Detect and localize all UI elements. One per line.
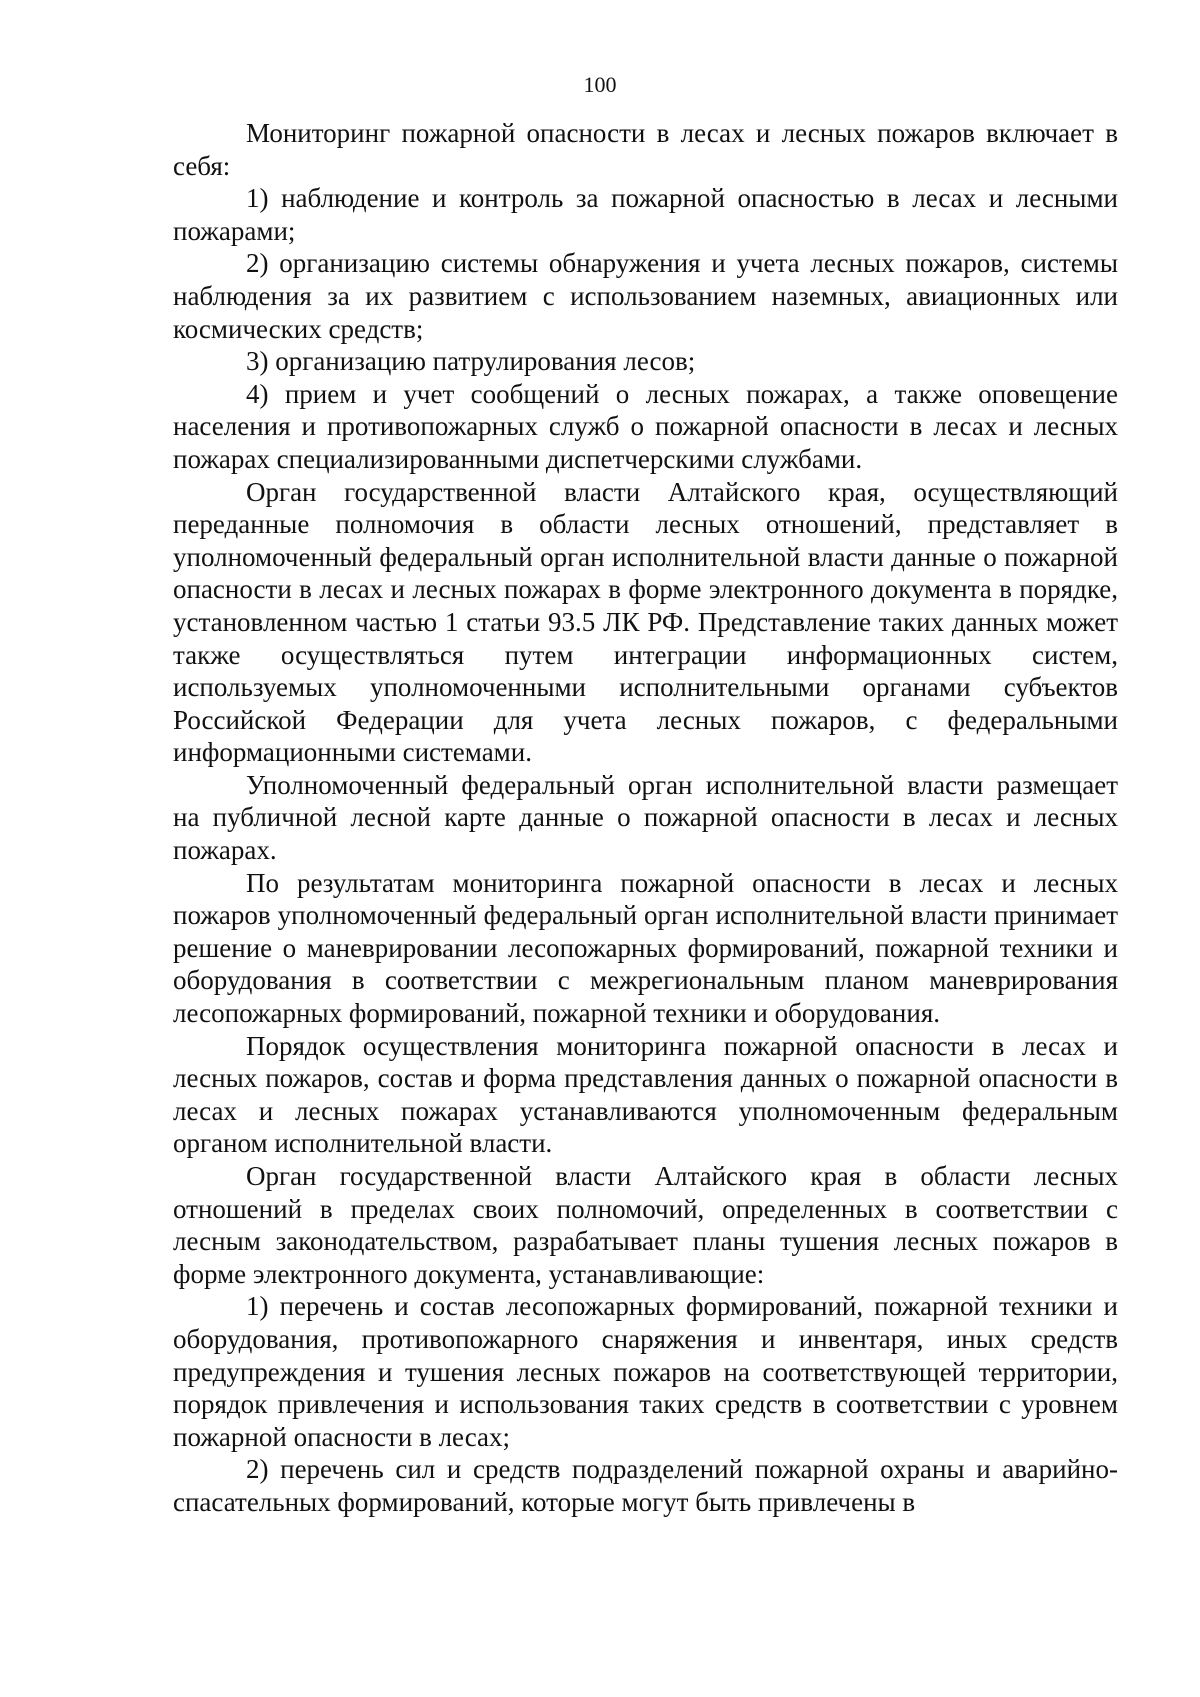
paragraph-monitoring-intro: Мониторинг пожарной опасности в лесах и лесных пожаров включает в себя:: [173, 118, 1118, 181]
list-item-4-reports: 4) прием и учет сообщений о лесных пожарах, а также оповещение населения и противопожарных служб о пожарной опасности в лесах и лесных пожарах специализированными диспетчерскими службами.: [173, 378, 1118, 474]
list-item-3-patrolling: 3) организацию патрулирования лесов;: [246, 346, 696, 377]
paragraph-monitoring-procedure: Порядок осуществления мониторинга пожарной опасности в лесах и лесных пожаров, состав и форма представления данных о пожарной опасности в лесах и лесных пожарах устанавливаются уполномоченным федеральным органом исполнительной власти.: [173, 1030, 1118, 1159]
list-item-1-formations-list: 1) перечень и состав лесопожарных формирований, пожарной техники и оборудования, противопожарного снаряжения и инвентаря, иных средств предупреждения и тушения лесных пожаров на соответствующей территории, порядок привлечения и использования таких средств в соответствии с уровнем пожарной опасности в лесах;: [173, 1291, 1118, 1452]
list-item-1-observation: 1) наблюдение и контроль за пожарной опасностью в лесах и лесными пожарами;: [173, 183, 1118, 246]
body-text: [173, 117, 1118, 1519]
list-item-2-forces-list: 2) перечень сил и средств подразделений пожарной охраны и аварийно-спасательных формирований, которые могут быть привлечены в: [173, 1454, 1118, 1517]
page-number: 100: [583, 72, 617, 97]
paragraph-public-forest-map: Уполномоченный федеральный орган исполнительной власти размещает на публичной лесной карте данные о пожарной опасности в лесах и лесных пожарах.: [173, 769, 1118, 866]
paragraph-fire-plans: Орган государственной власти Алтайского края в области лесных отношений в пределах своих полномочий, определенных в соответствии с лесным законодательством, разрабатывает планы тушения лесных пожаров в форме электронного документа, устанавливающие:: [173, 1161, 1118, 1289]
paragraph-altai-authority-data: Орган государственной власти Алтайского края, осуществляющий переданные полномочия в области лесных отношений, представляет в уполномоченный федеральный орган исполнительной власти данные о пожарной опасности в лесах и лесных пожарах в форме электронного документа в порядке, установленном частью 1 статьи 93.5 ЛК РФ. Представление таких данных может также осуществляться путем интеграции информационных систем, используемых уполномоченными исполнительными органами субъектов Российской Федерации для учета лесных пожаров, с федеральными информационными системами.: [173, 476, 1118, 768]
list-item-2-detection-system: 2) организацию системы обнаружения и учета лесных пожаров, системы наблюдения за их развитием с использованием наземных, авиационных или космических средств;: [173, 248, 1118, 344]
paragraph-maneuvering-decision: По результатам мониторинга пожарной опасности в лесах и лесных пожаров уполномоченный федеральный орган исполнительной власти принимает решение о маневрировании лесопожарных формирований, пожарной техники и оборудования в соответствии с межрегиональным планом маневрирования лесопожарных формирований, пожарной техники и оборудования.: [173, 867, 1118, 1029]
